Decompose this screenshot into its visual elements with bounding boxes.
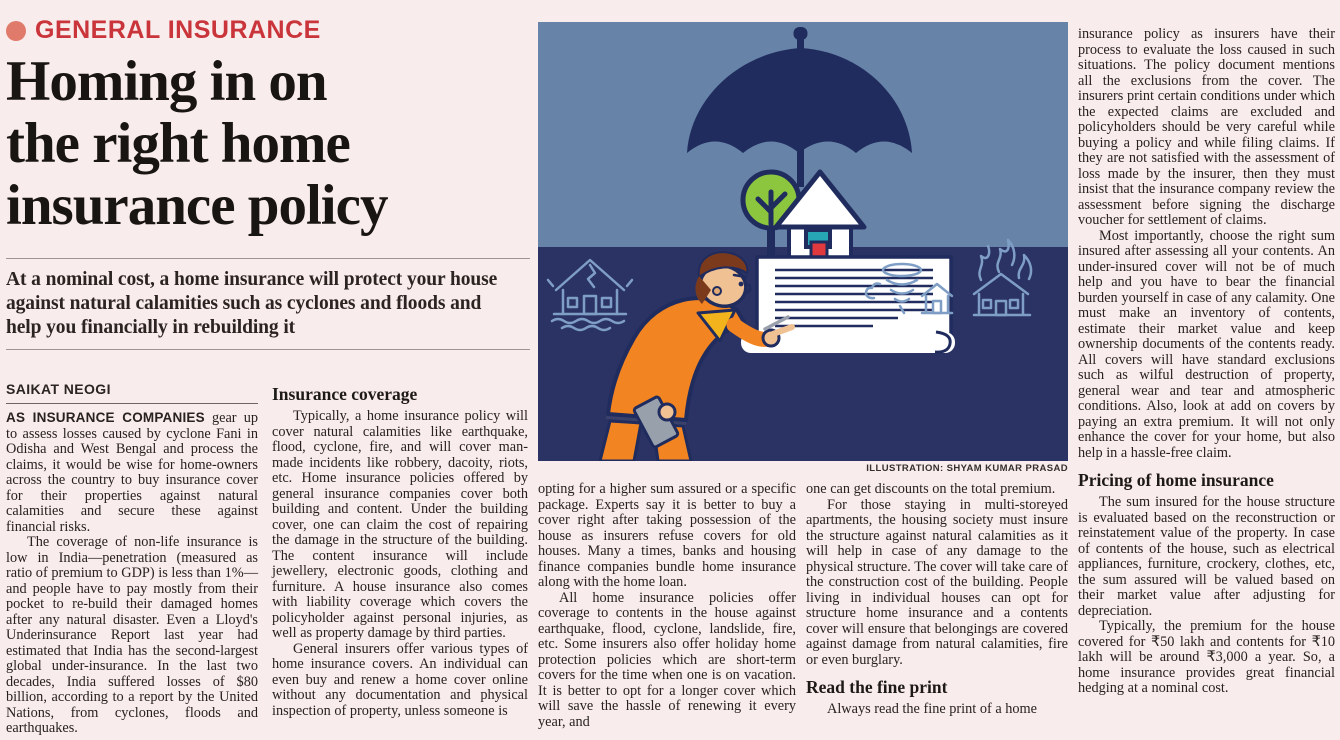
home-insurance-illustration: [538, 22, 1068, 461]
paragraph: insurance policy as insurers have their process to evaluate the loss caused in such situations. The policy document mentions all the exclusions from the cover. The insurers print certain conditions under which the expected claims are excluded and policyholders should be very careful while buying a policy and while filing claims. If they are not satisfied with the assessment of loss made by the insurer, then they must insist that the insurance company review the assessment before signing the discharge voucher for settlement of claims.: [1078, 26, 1335, 228]
paragraph: one can get discounts on the total premium.: [806, 481, 1056, 497]
paragraph: The coverage of non-life insurance is low in India—penetration (measured as ratio of premium to GDP) is less than 1%—and people have to pay mostly from their pocket to re-build their damaged homes after any natural disaster. Even a Lloyd's Underinsurance Report last year had estimated that India has the second-largest global under-insurance. In the last two decades, India suffered losses of $80 billion, according to a report by the United Nations, from cyclones, floods and earthquakes.: [6, 534, 258, 736]
paragraph: Typically, the premium for the house covered for ₹50 lakh and contents for ₹10 lakh will be around ₹3,000 a year. So, a home insurance provides great financial hedging at a nominal cost.: [1078, 618, 1335, 696]
headline: [6, 51, 530, 237]
masthead: [6, 16, 530, 350]
section-label: GENERAL INSURANCE: [35, 16, 321, 44]
body-column-2: [272, 384, 528, 719]
headline-line: Homing in on: [6, 50, 327, 113]
body-column-4: [806, 482, 1068, 718]
subhead-insurance-coverage: Insurance coverage: [272, 384, 418, 404]
paragraph-text: gear up to assess losses caused by cyclone Fani in Odisha and West Bengal and process the claims, it would be wise for home-owners across the country to buy insurance cover for their properties against natural calamities and secure these against financial risks.: [6, 410, 258, 535]
subhead-pricing-of-home-insurance: Pricing of home insurance: [1078, 470, 1274, 490]
body-column-3: [538, 482, 796, 730]
lead-in: AS INSURANCE COMPANIES: [6, 410, 205, 425]
paragraph: Most importantly, choose the right sum insured after assessing all your contents. An under-insured cover will not be of much help and you have to bear the financial burden yourself in case of any calamity. One must make an inventory of contents, estimate their market value and keep ownership documents of the contents ready. All covers will have standard exclusions such as wilful destruction of property, general wear and tear and atmospheric conditions. Also, look at add on covers by paying an extra premium. It will not only enhance the cover for your home, but also help in a hassle-free claim.: [1078, 227, 1335, 461]
paragraph: Typically, a home insurance policy will cover natural calamities like earthquake, flood, cyclone, fire, and will cover man-made incidents like robbery, dacoity, riots, etc. Home insurance policies offered by general insurance companies cover both building and content. Under the building cover, one can claim the cost of repairing the damage in the structure of the building. The content insurance will include jewellery, electronic goods, clothing and furniture. A house insurance also comes with liability coverage which covers the policyholder against personal injuries, as well as property damage by third parties.: [272, 408, 528, 641]
headline-line: the right home: [6, 112, 350, 175]
paragraph: General insurers offer various types of home insurance covers. An individual can even buy and renew a home cover online without any documentation and physical inspection of property, unless someone is: [272, 640, 528, 719]
paragraph: The sum insured for the house structure is evaluated based on the reconstruction or reinstatement value of the property. In case of contents of the house, such as electrical appliances, furniture, crockery, clothes, etc, the sum assured will be valued based on their market value after adjusting for depreciation.: [1078, 494, 1335, 619]
headline-line: insurance policy: [6, 174, 388, 237]
paragraph: All home insurance policies offer coverage to contents in the house against earthquake, flood, cyclone, landslide, fire, etc. Some insurers also offer holiday home protection policies which are short-term covers for the time when one is on vacation. It is better to opt for a longer cover which will save the hassle of renewing it every year, and: [538, 589, 796, 730]
body-column-1: [6, 410, 258, 737]
paragraph: [6, 410, 258, 535]
subhead-read-the-fine-print: Read the fine print: [806, 677, 948, 697]
paragraph: Always read the fine print of a home: [827, 701, 1038, 717]
byline: SAIKAT NEOGI: [6, 381, 258, 404]
bullet-dot-icon: [6, 21, 26, 41]
standfirst: At a nominal cost, a home insurance will protect your house against natural calamities such as cyclones and floods and help you financially in rebuilding it: [6, 269, 498, 338]
divider: [6, 349, 530, 350]
paragraph: opting for a higher sum assured or a specific package. Experts say it is better to buy a cover right after taking possession of the house as insurers refuse covers for old houses. Many a times, banks and housing finance companies bundle home insurance along with the home loan.: [538, 481, 796, 590]
body-column-5: [1078, 27, 1335, 697]
divider: [6, 258, 530, 259]
illustration-credit: ILLUSTRATION: SHYAM KUMAR PRASAD: [866, 463, 1068, 474]
paragraph: For those staying in multi-storeyed apartments, the housing society must insure the structure against natural calamities as it will help in case of any damage to the physical structure. The cover will take care of the construction cost of the building. People living in individual houses can opt for structure home insurance and a contents cover will ensure that belongings are covered against damage from natural calamities, fire or even burglary.: [806, 496, 1068, 668]
illustration: [538, 22, 1068, 461]
section-kicker: [6, 16, 530, 45]
